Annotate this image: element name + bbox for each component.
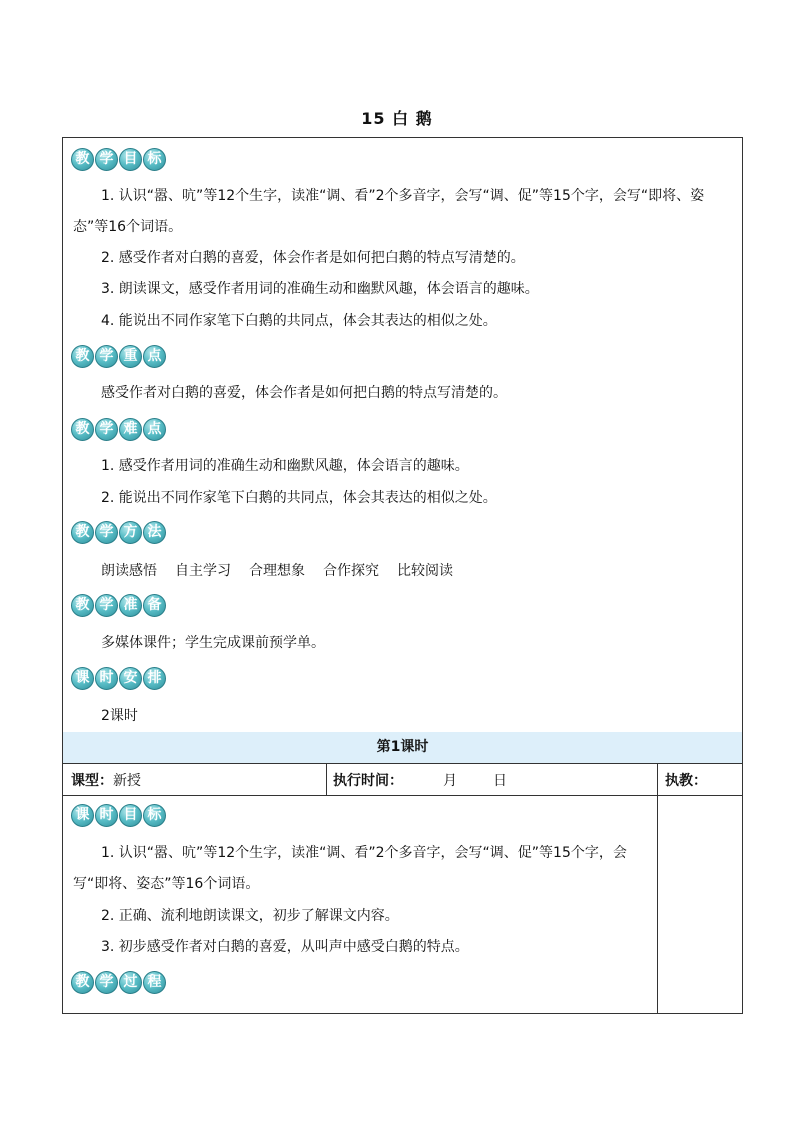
badge-char: 目 [119, 148, 142, 171]
lesson-band: 第1课时 [63, 732, 742, 763]
badge-char: 目 [119, 804, 142, 827]
badge-char: 课 [71, 804, 94, 827]
badge-char: 难 [119, 418, 142, 441]
badge-char: 学 [95, 148, 118, 171]
badge-char: 学 [95, 594, 118, 617]
badge-char: 点 [143, 345, 166, 368]
method-item: 合理想象 [249, 563, 305, 579]
divider [63, 795, 742, 796]
divider [657, 763, 658, 1014]
lesson-type-value: 新授 [113, 773, 141, 789]
section-badge-key-points [71, 345, 166, 368]
badge-char: 学 [95, 345, 118, 368]
badge-char: 备 [143, 594, 166, 617]
lesson-goal-3: 3. 初步感受作者对白鹅的喜爱，从叫声中感受白鹅的特点。 [101, 939, 469, 955]
teacher-label: 执教： [665, 773, 707, 789]
badge-char: 程 [143, 971, 166, 994]
preparation-text: 多媒体课件；学生完成课前预学单。 [101, 635, 325, 651]
lesson-goal-2: 2. 正确、流利地朗读课文，初步了解课文内容。 [101, 908, 399, 924]
badge-char: 学 [95, 521, 118, 544]
divider [326, 763, 327, 795]
lesson-goal-1: 1. 认识“嚣、吭”等12个生字，读准“调、看”2个多音字，会写“调、促”等15个字，会写“即将、姿态”等16个词语。 [73, 845, 627, 892]
page-title: 15 白 鹅 [361, 109, 433, 128]
section-badge-teaching-process [71, 971, 166, 994]
lesson-type-label: 课型： [71, 773, 113, 789]
badge-char: 教 [71, 594, 94, 617]
methods-list [73, 561, 734, 581]
badge-char: 点 [143, 418, 166, 441]
badge-char: 过 [119, 971, 142, 994]
key-point-text: 感受作者对白鹅的喜爱，体会作者是如何把白鹅的特点写清楚的。 [101, 385, 507, 401]
badge-char: 安 [119, 667, 142, 690]
difficulty-2: 2. 能说出不同作家笔下白鹅的共同点，体会其表达的相似之处。 [101, 490, 497, 506]
method-item: 比较阅读 [397, 563, 453, 579]
badge-char: 课 [71, 667, 94, 690]
method-item: 合作探究 [323, 563, 379, 579]
section-badge-lesson-goals [71, 804, 166, 827]
badge-char: 教 [71, 148, 94, 171]
lesson-type [71, 771, 141, 791]
badge-char: 时 [95, 804, 118, 827]
exec-month: 月 [443, 773, 457, 789]
badge-char: 重 [119, 345, 142, 368]
badge-char: 时 [95, 667, 118, 690]
divider [63, 763, 742, 764]
schedule-text: 2课时 [101, 708, 138, 724]
badge-char: 排 [143, 667, 166, 690]
badge-char: 标 [143, 804, 166, 827]
section-badge-schedule [71, 667, 166, 690]
section-badge-preparation [71, 594, 166, 617]
method-item: 朗读感悟 [101, 563, 157, 579]
badge-char: 教 [71, 971, 94, 994]
badge-char: 学 [95, 971, 118, 994]
badge-char: 标 [143, 148, 166, 171]
badge-char: 教 [71, 418, 94, 441]
badge-char: 学 [95, 418, 118, 441]
badge-char: 准 [119, 594, 142, 617]
exec-day: 日 [493, 773, 507, 789]
section-badge-difficulties [71, 418, 166, 441]
section-badge-teaching-goals [71, 148, 166, 171]
teaching-goal-4: 4. 能说出不同作家笔下白鹅的共同点，体会其表达的相似之处。 [101, 313, 497, 329]
teaching-goal-2: 2. 感受作者对白鹅的喜爱，体会作者是如何把白鹅的特点写清楚的。 [101, 250, 525, 266]
badge-char: 方 [119, 521, 142, 544]
teaching-goal-1: 1. 认识“嚣、吭”等12个生字，读准“调、看”2个多音字，会写“调、促”等15个字，会写“即将、姿态”等16个词语。 [73, 188, 705, 235]
badge-char: 教 [71, 521, 94, 544]
teaching-goal-3: 3. 朗读课文，感受作者用词的准确生动和幽默风趣，体会语言的趣味。 [101, 281, 539, 297]
difficulty-1: 1. 感受作者用词的准确生动和幽默风趣，体会语言的趣味。 [101, 458, 469, 474]
exec-time-label: 执行时间： [333, 773, 403, 789]
exec-time [333, 771, 507, 791]
lesson-plan-table [62, 137, 743, 1014]
method-item: 自主学习 [175, 563, 231, 579]
badge-char: 教 [71, 345, 94, 368]
section-badge-methods [71, 521, 166, 544]
badge-char: 法 [143, 521, 166, 544]
